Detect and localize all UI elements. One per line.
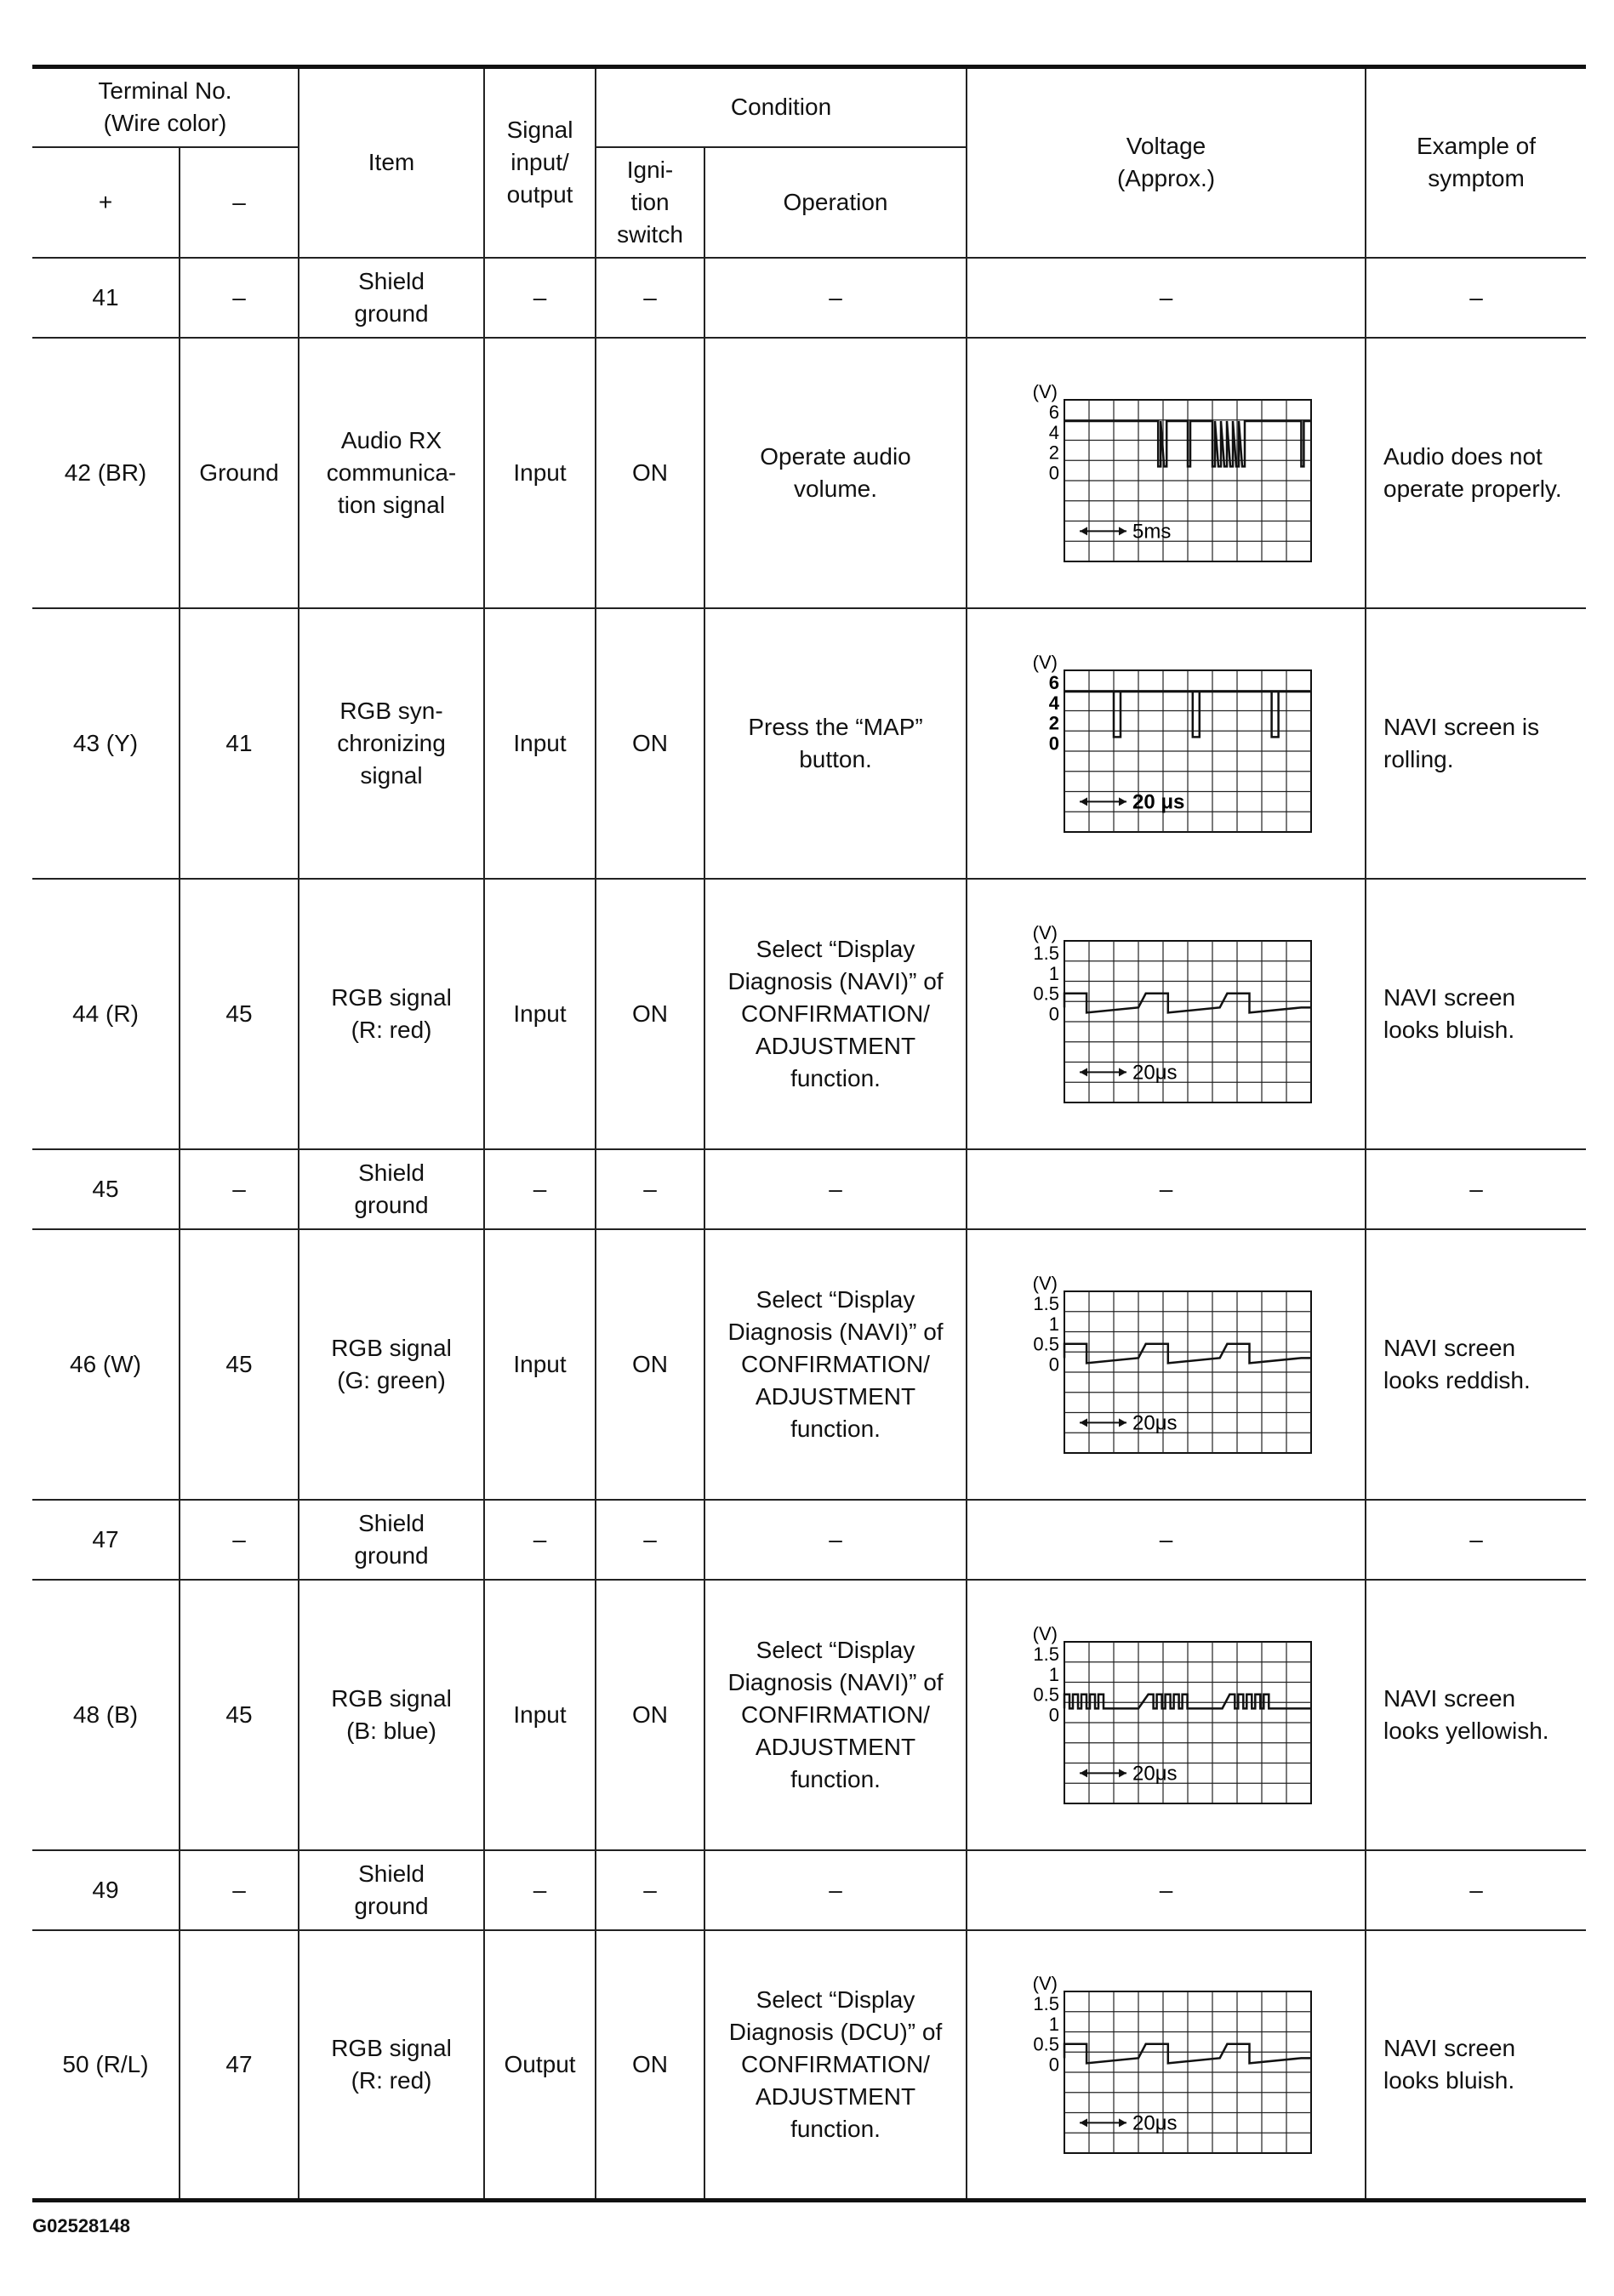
table-row xyxy=(32,608,1586,879)
terminal-minus-cell: – xyxy=(180,1149,299,1229)
header-symptom: Example of symptom xyxy=(1366,67,1586,258)
item-cell: RGB signal (G: green) xyxy=(299,1229,484,1500)
terminal-minus-cell: 47 xyxy=(180,1930,299,2201)
table-row xyxy=(32,1850,1586,1930)
operation-cell: Press the “MAP” button. xyxy=(704,608,967,879)
scope-time-label: 20μs xyxy=(1132,1060,1178,1084)
item-cell: Shield ground xyxy=(299,1850,484,1930)
signal-io-cell: Output xyxy=(484,1930,596,2201)
scope-unit-label: (V) xyxy=(1032,1622,1058,1644)
ignition-cell: – xyxy=(596,1850,704,1930)
scope-y-tick-label: 0 xyxy=(1048,2054,1059,2075)
table-row xyxy=(32,1580,1586,1850)
header-item: Item xyxy=(299,67,484,258)
scope-time-label: 20μs xyxy=(1132,1410,1178,1434)
table-row xyxy=(32,1930,1586,2201)
operation-cell: – xyxy=(704,258,967,338)
ignition-cell: ON xyxy=(596,879,704,1149)
symptom-cell: NAVI screen looks bluish. xyxy=(1366,1930,1586,2201)
voltage-cell xyxy=(967,338,1366,608)
symptom-cell: NAVI screen looks bluish. xyxy=(1366,879,1586,1149)
operation-cell: Select “Display Diagnosis (NAVI)” of CONFIRMATION/ ADJUSTMENT function. xyxy=(704,879,967,1149)
scope-y-tick-label: 0 xyxy=(1048,1002,1059,1024)
ignition-cell: – xyxy=(596,1149,704,1229)
terminal-plus-cell: 49 xyxy=(32,1850,180,1930)
scope-unit-label: (V) xyxy=(1032,1272,1058,1294)
operation-cell: Select “Display Diagnosis (DCU)” of CONFIRMATION/ ADJUSTMENT function. xyxy=(704,1930,967,2201)
scope-y-tick-label: 0 xyxy=(1048,461,1059,483)
scope-y-tick-label: 1 xyxy=(1048,1663,1059,1685)
symptom-cell: – xyxy=(1366,1149,1586,1229)
header-terminal: Terminal No. (Wire color) xyxy=(32,67,299,147)
voltage-cell: – xyxy=(967,1149,1366,1229)
time-scale-marker xyxy=(1080,1769,1126,1777)
terminal-minus-cell: – xyxy=(180,258,299,338)
ignition-cell: ON xyxy=(596,608,704,879)
scope-unit-label: (V) xyxy=(1032,651,1058,673)
voltage-cell: – xyxy=(967,1850,1366,1930)
ignition-cell: – xyxy=(596,258,704,338)
terminal-plus-cell: 47 xyxy=(32,1500,180,1580)
terminal-plus-cell: 46 (W) xyxy=(32,1229,180,1500)
scope-time-label: 20μs xyxy=(1132,1761,1178,1785)
scope-y-tick-label: 4 xyxy=(1048,692,1059,714)
symptom-cell: – xyxy=(1366,1500,1586,1580)
header-signal: Signal input/ output xyxy=(484,67,596,258)
voltage-cell: – xyxy=(967,1500,1366,1580)
scope-unit-label: (V) xyxy=(1032,1972,1058,1994)
symptom-cell: – xyxy=(1366,258,1586,338)
terminal-table-sheet xyxy=(32,65,1586,2202)
voltage-cell xyxy=(967,1229,1366,1500)
symptom-cell: NAVI screen looks reddish. xyxy=(1366,1229,1586,1500)
time-scale-marker xyxy=(1080,527,1126,535)
terminal-plus-cell: 50 (R/L) xyxy=(32,1930,180,2201)
scope-waveform xyxy=(1064,421,1311,466)
item-cell: Audio RX communica- tion signal xyxy=(299,338,484,608)
operation-cell: Select “Display Diagnosis (NAVI)” of CONFIRMATION/ ADJUSTMENT function. xyxy=(704,1580,967,1850)
scope-y-tick-label: 0 xyxy=(1048,1703,1059,1725)
scope-grid xyxy=(1064,1291,1311,1453)
ignition-cell: ON xyxy=(596,338,704,608)
terminal-plus-cell: 41 xyxy=(32,258,180,338)
terminal-plus-cell: 43 (Y) xyxy=(32,608,180,879)
terminal-minus-cell: 45 xyxy=(180,1229,299,1500)
terminal-minus-cell: 41 xyxy=(180,608,299,879)
signal-io-cell: Input xyxy=(484,338,596,608)
terminal-plus-cell: 48 (B) xyxy=(32,1580,180,1850)
terminal-minus-cell: 45 xyxy=(180,1580,299,1850)
time-scale-marker xyxy=(1080,2118,1126,2127)
scope-waveform xyxy=(1064,1694,1311,1708)
table-row xyxy=(32,1229,1586,1500)
operation-cell: Select “Display Diagnosis (NAVI)” of CONFIRMATION/ ADJUSTMENT function. xyxy=(704,1229,967,1500)
scope-y-tick-label: 0.5 xyxy=(1032,1684,1059,1705)
ignition-cell: ON xyxy=(596,1930,704,2201)
header-ignition: Igni- tion switch xyxy=(596,147,704,258)
scope-y-tick-label: 1.5 xyxy=(1032,1992,1059,2014)
scope-time-label: 20 μs xyxy=(1132,789,1184,813)
signal-io-cell: – xyxy=(484,258,596,338)
terminal-plus-cell: 45 xyxy=(32,1149,180,1229)
signal-io-cell: Input xyxy=(484,1580,596,1850)
table-row xyxy=(32,1149,1586,1229)
voltage-cell: – xyxy=(967,258,1366,338)
item-cell: RGB signal (R: red) xyxy=(299,1930,484,2201)
signal-io-cell: – xyxy=(484,1149,596,1229)
oscilloscope-chart xyxy=(988,371,1345,575)
scope-y-tick-label: 6 xyxy=(1048,401,1059,423)
item-cell: Shield ground xyxy=(299,1500,484,1580)
terminal-plus-cell: 42 (BR) xyxy=(32,338,180,608)
symptom-cell: Audio does not operate properly. xyxy=(1366,338,1586,608)
item-cell: RGB signal (R: red) xyxy=(299,879,484,1149)
voltage-cell xyxy=(967,608,1366,879)
terminal-minus-cell: – xyxy=(180,1850,299,1930)
scope-y-tick-label: 0 xyxy=(1048,1353,1059,1375)
scope-grid xyxy=(1064,941,1311,1102)
figure-id: G02528148 xyxy=(32,2215,130,2236)
oscilloscope-chart xyxy=(988,912,1345,1116)
ignition-cell: ON xyxy=(596,1580,704,1850)
time-scale-marker xyxy=(1080,1418,1126,1427)
scope-y-tick-label: 0.5 xyxy=(1032,2033,1059,2055)
symptom-cell: NAVI screen is rolling. xyxy=(1366,608,1586,879)
header-voltage: Voltage (Approx.) xyxy=(967,67,1366,258)
header-condition: Condition xyxy=(596,67,967,147)
scope-y-tick-label: 0.5 xyxy=(1032,1333,1059,1354)
time-scale-marker xyxy=(1080,1068,1126,1076)
voltage-cell xyxy=(967,1580,1366,1850)
time-scale-marker xyxy=(1080,797,1126,806)
terminal-plus-cell: 44 (R) xyxy=(32,879,180,1149)
scope-y-tick-label: 1.5 xyxy=(1032,1643,1059,1665)
scope-y-tick-label: 0 xyxy=(1048,732,1059,754)
terminal-minus-cell: Ground xyxy=(180,338,299,608)
ignition-cell: – xyxy=(596,1500,704,1580)
voltage-cell xyxy=(967,879,1366,1149)
scope-grid xyxy=(1064,670,1311,832)
scope-y-tick-label: 1 xyxy=(1048,2013,1059,2035)
signal-io-cell: – xyxy=(484,1850,596,1930)
scope-y-tick-label: 1.5 xyxy=(1032,1292,1059,1314)
item-cell: RGB syn- chronizing signal xyxy=(299,608,484,879)
item-cell: Shield ground xyxy=(299,258,484,338)
signal-io-cell: Input xyxy=(484,608,596,879)
operation-cell: – xyxy=(704,1149,967,1229)
scope-y-tick-label: 4 xyxy=(1048,421,1059,443)
scope-y-tick-label: 0.5 xyxy=(1032,983,1059,1004)
table-row xyxy=(32,879,1586,1149)
scope-y-tick-label: 6 xyxy=(1048,671,1059,693)
terminal-minus-cell: 45 xyxy=(180,879,299,1149)
header-minus: – xyxy=(180,147,299,258)
table-row xyxy=(32,258,1586,338)
voltage-cell xyxy=(967,1930,1366,2201)
scope-unit-label: (V) xyxy=(1032,380,1058,402)
oscilloscope-chart xyxy=(988,641,1345,846)
scope-y-tick-label: 2 xyxy=(1048,712,1059,733)
header-operation: Operation xyxy=(704,147,967,258)
item-cell: RGB signal (B: blue) xyxy=(299,1580,484,1850)
scope-y-tick-label: 1 xyxy=(1048,962,1059,984)
scope-y-tick-label: 1.5 xyxy=(1032,942,1059,964)
table-body xyxy=(32,258,1586,2201)
scope-unit-label: (V) xyxy=(1032,921,1058,943)
operation-cell: – xyxy=(704,1500,967,1580)
scope-y-tick-label: 1 xyxy=(1048,1313,1059,1335)
terminal-minus-cell: – xyxy=(180,1500,299,1580)
scope-grid xyxy=(1064,1642,1311,1803)
scope-y-tick-label: 2 xyxy=(1048,442,1059,463)
signal-io-cell: Input xyxy=(484,1229,596,1500)
oscilloscope-chart xyxy=(988,1262,1345,1467)
table-row xyxy=(32,338,1586,608)
operation-cell: – xyxy=(704,1850,967,1930)
header-plus: + xyxy=(32,147,180,258)
symptom-cell: – xyxy=(1366,1850,1586,1930)
ignition-cell: ON xyxy=(596,1229,704,1500)
scope-grid xyxy=(1064,1991,1311,2153)
table-row xyxy=(32,1500,1586,1580)
scope-time-label: 5ms xyxy=(1132,519,1171,543)
oscilloscope-chart xyxy=(988,1963,1345,2167)
signal-io-cell: Input xyxy=(484,879,596,1149)
table-header xyxy=(32,67,1586,258)
operation-cell: Operate audio volume. xyxy=(704,338,967,608)
item-cell: Shield ground xyxy=(299,1149,484,1229)
symptom-cell: NAVI screen looks yellowish. xyxy=(1366,1580,1586,1850)
scope-time-label: 20μs xyxy=(1132,2111,1178,2135)
terminal-table xyxy=(32,65,1586,2202)
oscilloscope-chart xyxy=(988,1613,1345,1817)
signal-io-cell: – xyxy=(484,1500,596,1580)
